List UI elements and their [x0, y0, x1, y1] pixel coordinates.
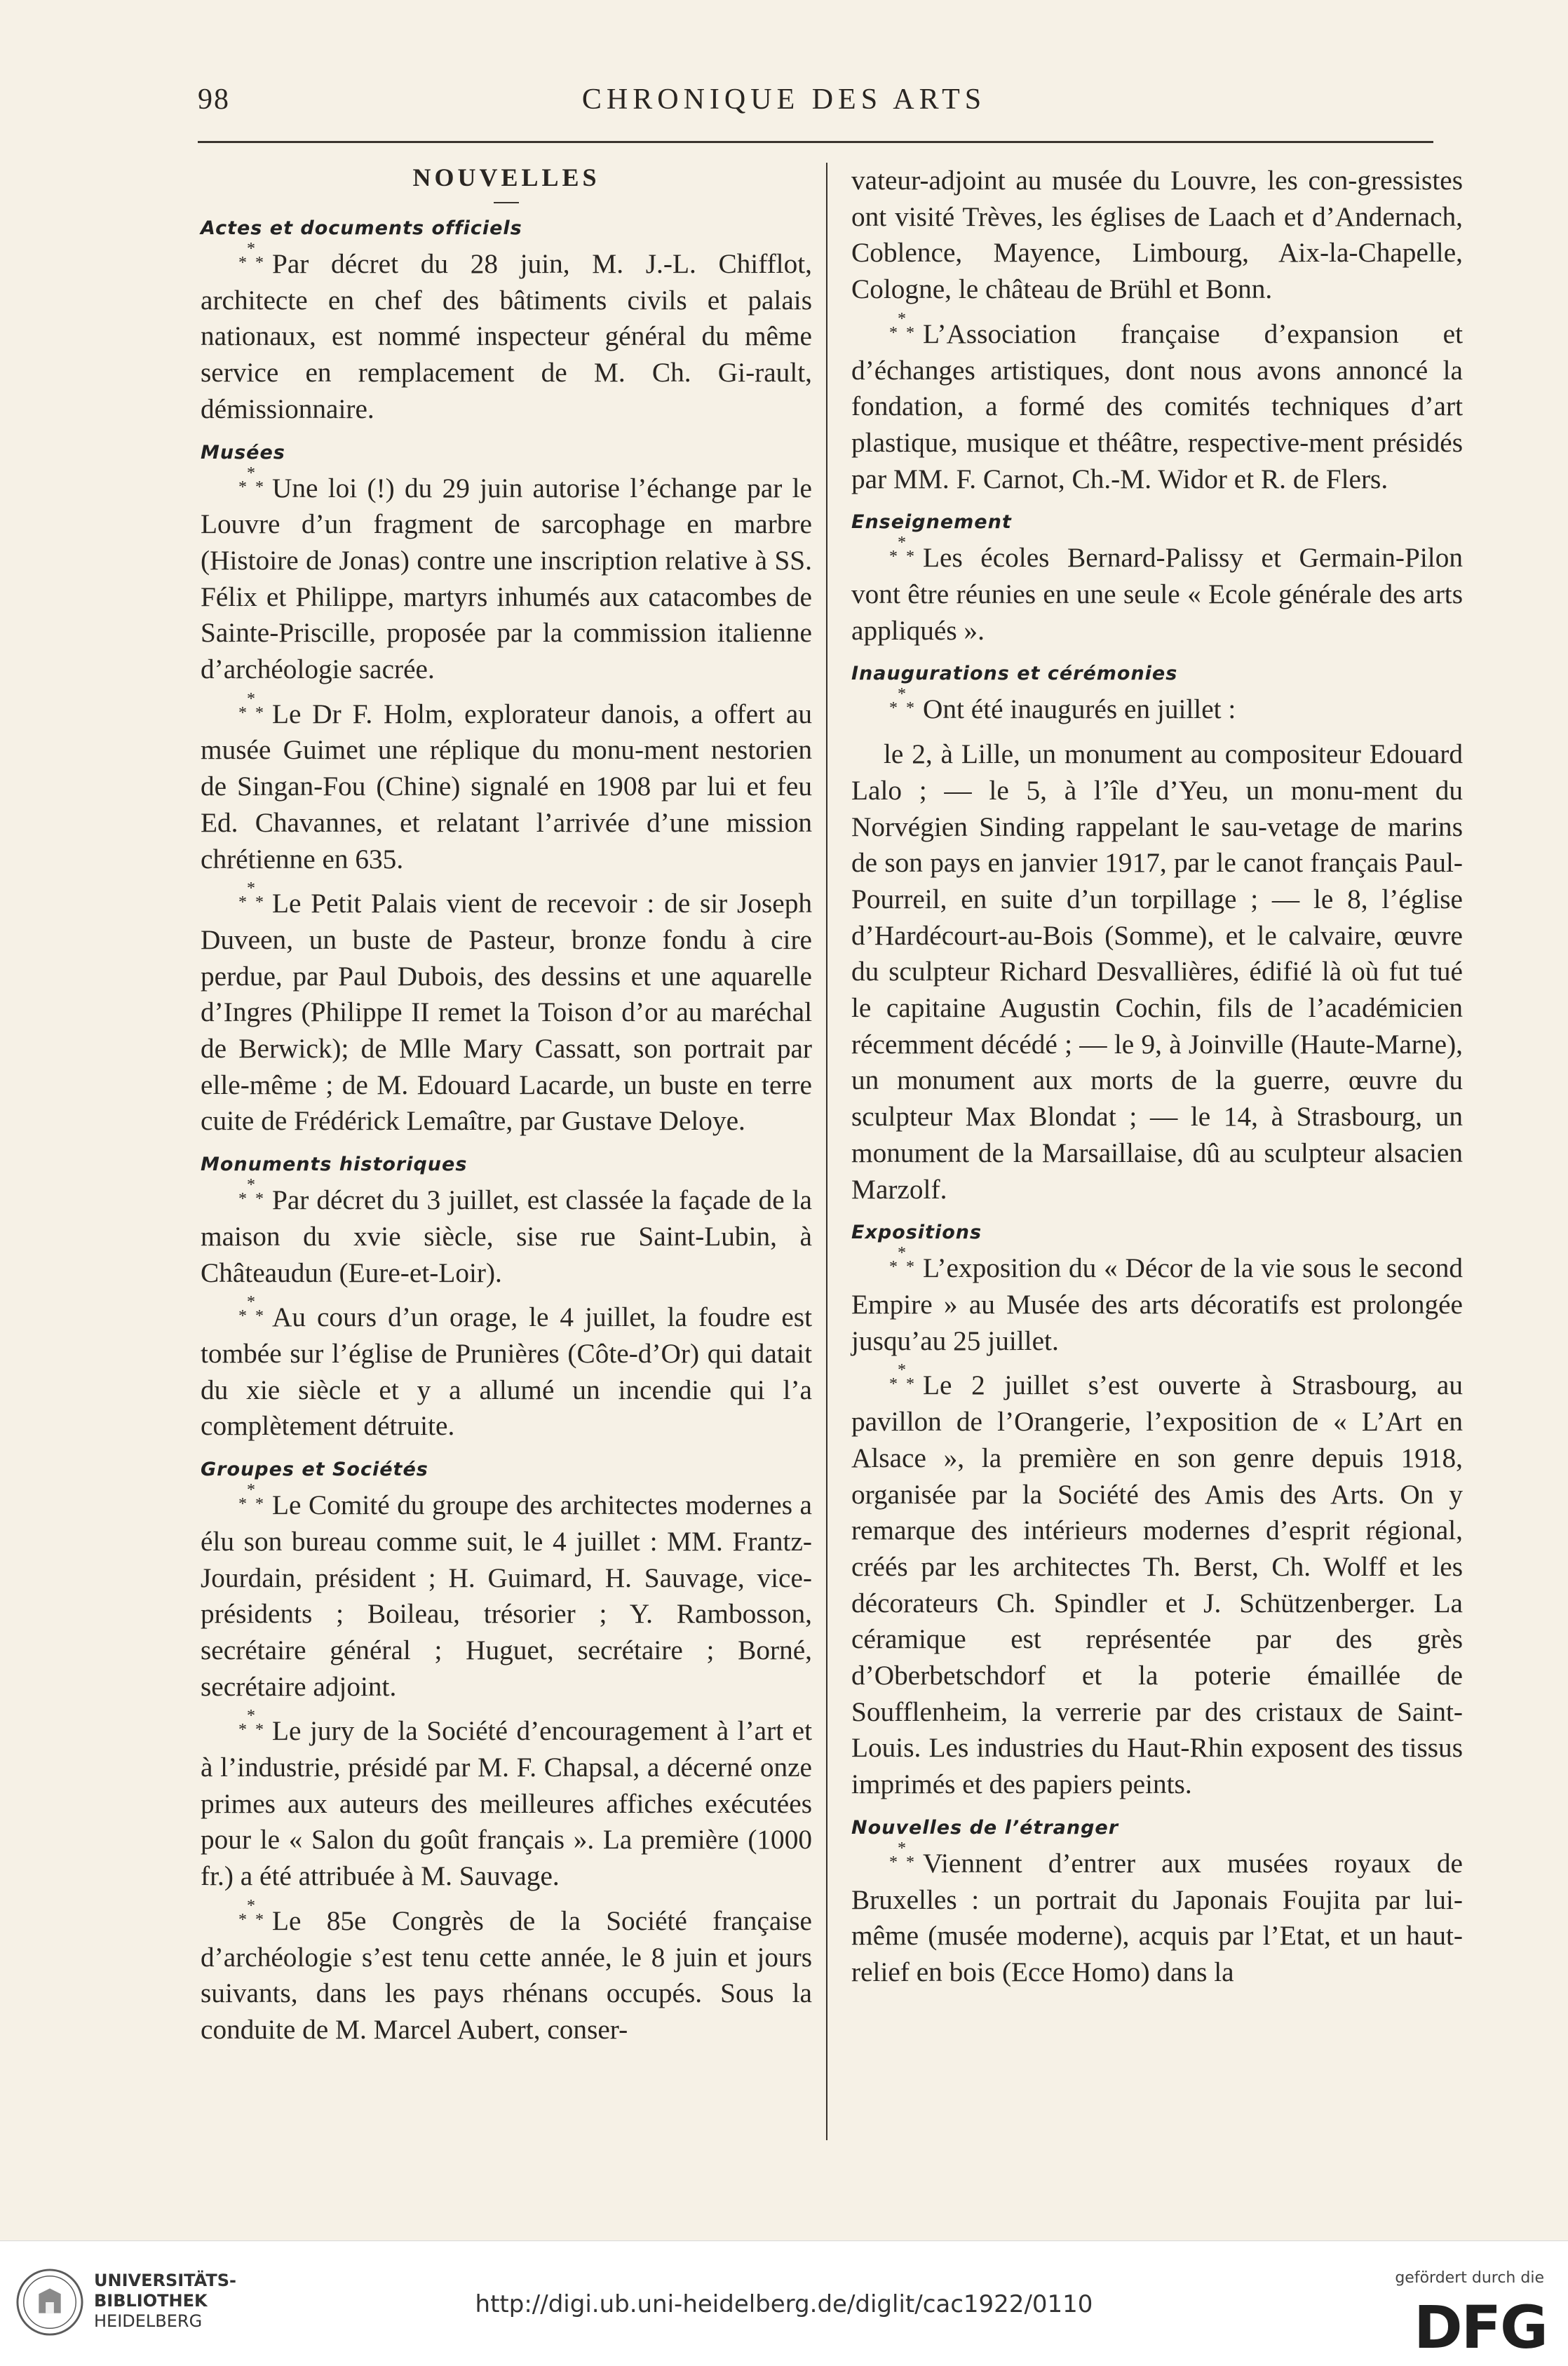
section-title: NOUVELLES: [412, 163, 600, 191]
news-paragraph: [201, 1707, 812, 1895]
news-paragraph: [851, 685, 1463, 728]
paragraph-text: L’exposition du « Décor de la vie sous le second Empire » au Musée des arts décoratifs est prolongée jusqu’au 25 juillet.: [851, 1252, 1463, 1356]
paragraph-text: Ont été inaugurés en juillet :: [923, 694, 1236, 725]
title-dash: [494, 202, 519, 203]
asterism-icon: * * *: [238, 1481, 264, 1514]
paragraph-text: Le 85e Congrès de la Société française d’archéologie s’est tenu cette année, le 8 juin et jours suivants, dans les pays rhénans occupés. Sous la conduite de M. Marcel Aubert, conser-: [201, 1905, 812, 2045]
news-paragraph: [851, 534, 1463, 649]
dfg-logo: DFG: [1413, 2293, 1547, 2362]
news-paragraph: [201, 464, 812, 688]
asterism-icon: * * *: [238, 1707, 264, 1740]
paragraph-text: Le Comité du groupe des architectes modernes a élu son bureau comme suit, le 4 juillet : MM. Frantz-Jourdain, président ; H. Guimard, H. Sauvage, vice-présidents ; Boileau, trésorier ; Y. Rambosson, secrétaire général ; Huguet, secrétaire ; Borné, secrétaire adjoint.: [201, 1489, 812, 1702]
column-divider: [826, 163, 827, 2140]
news-paragraph: [851, 1839, 1463, 1991]
asterism-icon: * * *: [238, 879, 264, 912]
news-paragraph: [201, 689, 812, 878]
funding-caption: gefördert durch die: [1395, 2269, 1544, 2287]
asterism-icon: * * *: [238, 240, 264, 272]
asterism-icon: * * *: [238, 1176, 264, 1209]
page-number: 98: [198, 83, 230, 116]
right-column: [851, 163, 1463, 1999]
section-subheading: Musées: [201, 441, 285, 464]
asterism-icon: * * *: [238, 1293, 264, 1326]
asterism-icon: * * *: [889, 685, 914, 718]
paragraph-text: le 2, à Lille, un monument au compositeur Edouard Lalo ; — le 5, à l’île d’Yeu, un monu-ment du Norvégien Sinding rappelant le sau-vetage de marins de son pays en janvier 1917, par le canot français Paul-Pourreil, en suite d’un torpillage ; — le 8, l’église d’Hardécourt-au-Bois (Somme), et le calvaire, œuvre du sculpteur Richard Desvallières, édifié là où fut tué le capitaine Augustin Cochin, fils de l’académicien récemment décédé ; — le 9, à Joinville (Haute-Marne), un monument aux morts de la guerre, œuvre du sculpteur Max Blondat ; — le 14, à Strasbourg, un monument de la Marsaillaise, dû au sculpteur alsacien Marzolf.: [851, 738, 1463, 1205]
asterism-icon: * * *: [889, 1361, 914, 1394]
paragraph-text: Le Dr F. Holm, explorateur danois, a offert au musée Guimet une réplique du monu-ment nestorien de Singan-Fou (Chine) signalé en 1908 par lui et feu Ed. Chavannes, et relatant l’arrivée d’une mission chrétienne en 635.: [201, 698, 812, 874]
asterism-icon: * * *: [238, 1896, 264, 1929]
asterism-icon: * * *: [238, 464, 264, 496]
paragraph-text: Le Petit Palais vient de recevoir : de sir Joseph Duveen, un buste de Pasteur, bronze fondu à cire perdue, par Paul Dubois, des dessins et une aquarelle d’Ingres (Philippe II remet la Toison d’or au maréchal de Berwick); de Mlle Mary Cassatt, son portrait par elle-même ; de M. Edouard Lacarde, un buste en terre cuite de Frédérick Lemaître, par Gustave Deloye.: [201, 888, 812, 1137]
paragraph-text: Au cours d’un orage, le 4 juillet, la foudre est tombée sur l’église de Prunières (Côte-d’Or) qui datait du xie siècle et y a allumé un incendie qui l’a complètement détruite.: [201, 1302, 812, 1442]
library-name-line: HEIDELBERG: [94, 2311, 203, 2331]
paragraph-text: Le jury de la Société d’encouragement à l’art et à l’industrie, présidé par M. F. Chapsal, a décerné onze primes aux auteurs des meilleures affiches exécutées pour le « Salon du goût français ». La première (1000 fr.) a été attribuée à M. Sauvage.: [201, 1715, 812, 1892]
paragraph-text: Les écoles Bernard-Palissy et Germain-Pilon vont être réunies en une seule « Ecole générale des arts appliqués ».: [851, 542, 1463, 646]
asterism-icon: * * *: [238, 689, 264, 722]
asterism-icon: * * *: [889, 309, 914, 342]
paragraph-text: Par décret du 28 juin, M. J.-L. Chifflot, architecte en chef des bâtiments civils et palais nationaux, est nommé inspecteur général du même service en remplacement de M. Ch. Gi-rault, démissionnaire.: [201, 248, 812, 424]
news-paragraph: [851, 736, 1463, 1208]
library-name-line: BIBLIOTHEK: [94, 2291, 208, 2311]
header-rule: [198, 141, 1433, 143]
library-name-line: UNIVERSITÄTS-: [94, 2271, 237, 2290]
news-paragraph: [201, 1293, 812, 1445]
news-paragraph: [851, 1244, 1463, 1359]
section-subheading: Nouvelles de l’étranger: [851, 1816, 1119, 1839]
news-paragraph: [201, 240, 812, 428]
section-subheading: Monuments historiques: [201, 1154, 468, 1176]
section-subheading: Enseignement: [851, 511, 1012, 534]
section-subheading: Expositions: [851, 1222, 982, 1244]
asterism-icon: * * *: [889, 1244, 914, 1277]
asterism-icon: * * *: [889, 534, 914, 567]
news-paragraph: [201, 879, 812, 1140]
news-paragraph: [201, 1481, 812, 1705]
news-paragraph: [201, 1896, 812, 2048]
section-subheading: Inaugurations et cérémonies: [851, 663, 1178, 685]
paragraph-text: Par décret du 3 juillet, est classée la façade de la maison du xvie siècle, sise rue Saint-Lubin, à Châteaudun (Eure-et-Loir).: [201, 1184, 812, 1288]
asterism-icon: * * *: [889, 1839, 914, 1872]
paragraph-text: L’Association française d’expansion et d’échanges artistiques, dont nous avons annoncé la fondation, a formé des comités techniques d’art plastique, musique et théâtre, respective-ment présidés par MM. F. Carnot, Ch.-M. Widor et R. de Flers.: [851, 318, 1463, 494]
section-subheading: Actes et documents officiels: [201, 217, 522, 239]
news-paragraph: [851, 163, 1463, 308]
news-paragraph: [851, 309, 1463, 498]
page-header: [0, 0, 1568, 140]
running-title: CHRONIQUE DES ARTS: [581, 83, 987, 116]
paragraph-text: Viennent d’entrer aux musées royaux de Bruxelles : un portrait du Japonais Foujita par lui-même (musée moderne), acquis par l’Etat, et un haut-relief en bois (Ecce Homo) dans la: [851, 1847, 1463, 1987]
news-paragraph: [201, 1176, 812, 1291]
section-subheading: Groupes et Sociétés: [201, 1459, 428, 1481]
paragraph-text: Une loi (!) du 29 juin autorise l’échange par le Louvre d’un fragment de sarcophage en marbre (Histoire de Jonas) contre une inscription relative à SS. Félix et Philippe, martyrs inhumés aux catacombes de Sainte-Priscille, proposée par la commission italienne d’archéologie sacrée.: [201, 472, 812, 685]
paragraph-text: Le 2 juillet s’est ouverte à Strasbourg, au pavillon de l’Orangerie, l’exposition de « L’Art en Alsace », la première en son genre depuis 1918, organisée par la Société des Amis des Arts. On y remarque des intérieurs modernes d’esprit régional, créés par les architectes Th. Berst, Ch. Wolff et les décorateurs Ch. Spindler et J. Schützenberger. La céramique est représentée par des grès d’Oberbetschdorf et la poterie émaillée de Soufflenheim, la verrerie par des cristaux de Saint-Louis. Les industries du Haut-Rhin exposent des tissus imprimés et des papiers peints.: [851, 1370, 1463, 1800]
digital-copy-link[interactable]: http://digi.ub.uni-heidelberg.de/diglit/cac1922/0110: [475, 2290, 1093, 2318]
left-column: [201, 163, 812, 2057]
paragraph-text: vateur-adjoint au musée du Louvre, les con-gressistes ont visité Trèves, les églises de Laach et d’Andernach, Coblence, Mayence, Limbourg, Aix-la-Chapelle, Cologne, le château de Brühl et Bonn.: [851, 165, 1463, 305]
footer-bar: [0, 2240, 1568, 2366]
news-paragraph: [851, 1361, 1463, 1802]
